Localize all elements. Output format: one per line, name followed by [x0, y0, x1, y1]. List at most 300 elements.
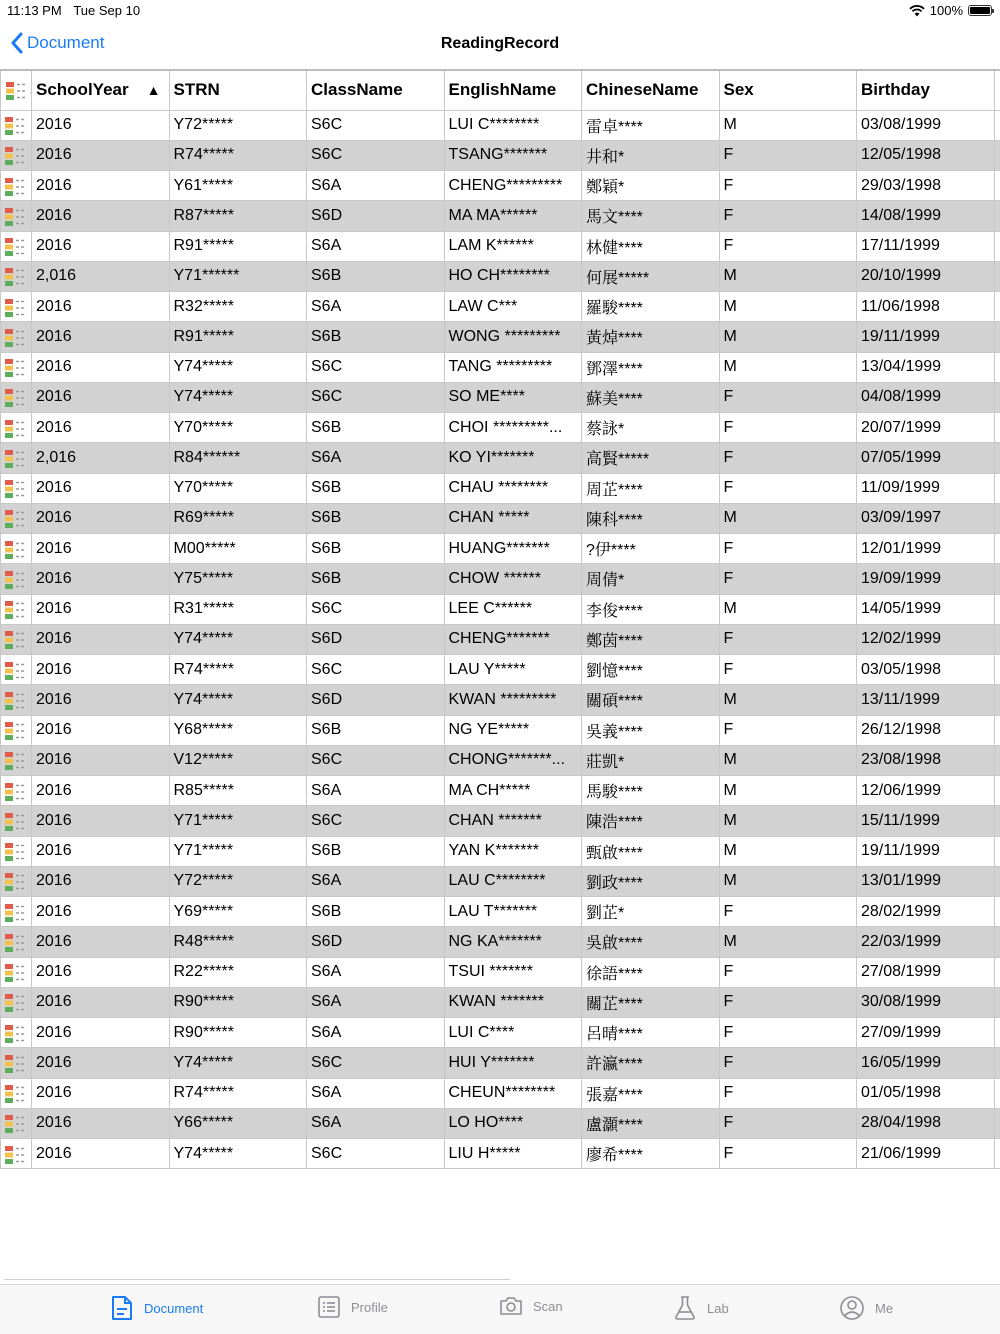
cell-strn[interactable]: R31***** — [169, 594, 307, 624]
table-row[interactable] — [1, 503, 1000, 533]
cell-sex[interactable]: F — [719, 443, 857, 473]
cell-englishname[interactable]: CHOW ****** — [444, 564, 582, 594]
column-header-sex[interactable]: Sex — [719, 70, 857, 110]
cell-strn[interactable]: Y75***** — [169, 564, 307, 594]
cell-schoolyear[interactable]: 2016 — [32, 382, 170, 412]
cell-chinesename[interactable]: 劉政**** — [582, 866, 720, 896]
cell-sex[interactable]: M — [719, 866, 857, 896]
cell-sex[interactable]: F — [719, 987, 857, 1017]
cell-birthday[interactable]: 11/06/1998 — [857, 292, 995, 322]
cell-birthday[interactable]: 12/01/1999 — [857, 534, 995, 564]
cell-schoolyear[interactable]: 2016 — [32, 745, 170, 775]
row-selector[interactable] — [1, 382, 32, 412]
cell-classname[interactable]: S6A — [307, 292, 445, 322]
table-row[interactable] — [1, 1078, 1000, 1108]
row-selector[interactable] — [1, 413, 32, 443]
cell-classname[interactable]: S6C — [307, 745, 445, 775]
row-selector[interactable] — [1, 201, 32, 231]
cell-classname[interactable]: S6C — [307, 110, 445, 140]
cell-birthday[interactable]: 19/09/1999 — [857, 564, 995, 594]
cell-schoolyear[interactable]: 2016 — [32, 1139, 170, 1169]
cell-sex[interactable]: M — [719, 503, 857, 533]
column-header-schoolyear[interactable]: SchoolYear ▲ — [32, 70, 170, 110]
cell-englishname[interactable]: HUANG******* — [444, 534, 582, 564]
cell-schoolyear[interactable]: 2016 — [32, 957, 170, 987]
cell-chinesename[interactable]: 蘇美**** — [582, 382, 720, 412]
tab-profile[interactable] — [317, 1295, 388, 1319]
cell-englishname[interactable]: LEE C****** — [444, 594, 582, 624]
cell-chinesename[interactable]: 陳科**** — [582, 503, 720, 533]
cell-classname[interactable]: S6A — [307, 443, 445, 473]
cell-classname[interactable]: S6B — [307, 473, 445, 503]
cell-birthday[interactable]: 04/08/1999 — [857, 382, 995, 412]
cell-chinesename[interactable]: 何展***** — [582, 261, 720, 291]
table-row[interactable] — [1, 745, 1000, 775]
cell-englishname[interactable]: LAM K****** — [444, 231, 582, 261]
cell-classname[interactable]: S6A — [307, 1018, 445, 1048]
cell-englishname[interactable]: TANG ********* — [444, 352, 582, 382]
cell-strn[interactable]: R32***** — [169, 292, 307, 322]
cell-chinesename[interactable]: ?伊**** — [582, 534, 720, 564]
cell-englishname[interactable]: LUI C******** — [444, 110, 582, 140]
cell-schoolyear[interactable]: 2016 — [32, 655, 170, 685]
cell-strn[interactable]: R85***** — [169, 776, 307, 806]
cell-englishname[interactable]: KWAN ********* — [444, 685, 582, 715]
table-row[interactable] — [1, 866, 1000, 896]
cell-englishname[interactable]: CHAU ******** — [444, 473, 582, 503]
cell-classname[interactable]: S6C — [307, 1048, 445, 1078]
cell-chinesename[interactable]: 關芷**** — [582, 987, 720, 1017]
cell-classname[interactable]: S6A — [307, 957, 445, 987]
cell-sex[interactable]: F — [719, 534, 857, 564]
cell-sex[interactable]: F — [719, 201, 857, 231]
cell-chinesename[interactable]: 陳浩**** — [582, 806, 720, 836]
cell-birthday[interactable]: 26/12/1998 — [857, 715, 995, 745]
cell-chinesename[interactable]: 井和* — [582, 140, 720, 170]
cell-chinesename[interactable]: 盧灝**** — [582, 1108, 720, 1138]
cell-classname[interactable]: S6A — [307, 1078, 445, 1108]
cell-chinesename[interactable]: 徐語**** — [582, 957, 720, 987]
table-row[interactable] — [1, 413, 1000, 443]
cell-chinesename[interactable]: 馬文**** — [582, 201, 720, 231]
cell-strn[interactable]: Y72***** — [169, 110, 307, 140]
row-selector[interactable] — [1, 776, 32, 806]
table-row[interactable] — [1, 171, 1000, 201]
table-row[interactable] — [1, 1048, 1000, 1078]
cell-birthday[interactable]: 12/05/1998 — [857, 140, 995, 170]
table-row[interactable] — [1, 201, 1000, 231]
cell-classname[interactable]: S6A — [307, 1108, 445, 1138]
cell-strn[interactable]: Y74***** — [169, 382, 307, 412]
cell-schoolyear[interactable]: 2,016 — [32, 261, 170, 291]
row-selector[interactable] — [1, 685, 32, 715]
cell-schoolyear[interactable]: 2016 — [32, 231, 170, 261]
cell-sex[interactable]: M — [719, 745, 857, 775]
cell-birthday[interactable]: 20/07/1999 — [857, 413, 995, 443]
column-header-strn[interactable]: STRN — [169, 70, 307, 110]
cell-englishname[interactable]: SO ME**** — [444, 382, 582, 412]
cell-classname[interactable]: S6B — [307, 322, 445, 352]
cell-schoolyear[interactable]: 2016 — [32, 776, 170, 806]
cell-birthday[interactable]: 17/11/1999 — [857, 231, 995, 261]
row-selector[interactable] — [1, 110, 32, 140]
row-selector[interactable] — [1, 564, 32, 594]
table-row[interactable] — [1, 957, 1000, 987]
table-row[interactable] — [1, 776, 1000, 806]
cell-strn[interactable]: R74***** — [169, 140, 307, 170]
cell-strn[interactable]: Y71***** — [169, 836, 307, 866]
cell-classname[interactable]: S6B — [307, 261, 445, 291]
cell-strn[interactable]: R87***** — [169, 201, 307, 231]
cell-sex[interactable]: F — [719, 231, 857, 261]
cell-birthday[interactable]: 30/08/1999 — [857, 987, 995, 1017]
cell-birthday[interactable]: 13/11/1999 — [857, 685, 995, 715]
cell-sex[interactable]: M — [719, 261, 857, 291]
cell-strn[interactable]: Y68***** — [169, 715, 307, 745]
cell-sex[interactable]: M — [719, 352, 857, 382]
cell-schoolyear[interactable]: 2016 — [32, 171, 170, 201]
cell-schoolyear[interactable]: 2016 — [32, 624, 170, 654]
row-selector[interactable] — [1, 866, 32, 896]
cell-chinesename[interactable]: 馬駿**** — [582, 776, 720, 806]
cell-classname[interactable]: S6D — [307, 201, 445, 231]
cell-classname[interactable]: S6B — [307, 715, 445, 745]
cell-schoolyear[interactable]: 2016 — [32, 987, 170, 1017]
cell-schoolyear[interactable]: 2016 — [32, 1018, 170, 1048]
cell-schoolyear[interactable]: 2,016 — [32, 443, 170, 473]
row-selector[interactable] — [1, 594, 32, 624]
cell-sex[interactable]: F — [719, 382, 857, 412]
row-selector[interactable] — [1, 836, 32, 866]
cell-chinesename[interactable]: 鄭茵**** — [582, 624, 720, 654]
cell-strn[interactable]: Y71***** — [169, 806, 307, 836]
row-selector[interactable] — [1, 473, 32, 503]
cell-birthday[interactable]: 03/05/1998 — [857, 655, 995, 685]
cell-sex[interactable]: F — [719, 1078, 857, 1108]
cell-englishname[interactable]: WONG ********* — [444, 322, 582, 352]
cell-birthday[interactable]: 07/05/1999 — [857, 443, 995, 473]
cell-chinesename[interactable]: 周倩* — [582, 564, 720, 594]
cell-classname[interactable]: S6C — [307, 1139, 445, 1169]
cell-strn[interactable]: R90***** — [169, 1018, 307, 1048]
cell-birthday[interactable]: 29/03/1998 — [857, 171, 995, 201]
row-selector[interactable] — [1, 231, 32, 261]
tab-me[interactable] — [839, 1295, 893, 1321]
cell-classname[interactable]: S6A — [307, 987, 445, 1017]
table-row[interactable] — [1, 534, 1000, 564]
column-header-birthday[interactable]: Birthday — [857, 70, 995, 110]
cell-sex[interactable]: F — [719, 957, 857, 987]
cell-sex[interactable]: M — [719, 594, 857, 624]
row-selector[interactable] — [1, 927, 32, 957]
row-selector[interactable] — [1, 806, 32, 836]
table-row[interactable] — [1, 322, 1000, 352]
cell-englishname[interactable]: LIU H***** — [444, 1139, 582, 1169]
cell-englishname[interactable]: YAN K******* — [444, 836, 582, 866]
cell-schoolyear[interactable]: 2016 — [32, 140, 170, 170]
cell-classname[interactable]: S6C — [307, 655, 445, 685]
cell-sex[interactable]: M — [719, 927, 857, 957]
cell-classname[interactable]: S6B — [307, 534, 445, 564]
cell-strn[interactable]: R91***** — [169, 322, 307, 352]
cell-sex[interactable]: F — [719, 564, 857, 594]
table-row[interactable] — [1, 806, 1000, 836]
cell-classname[interactable]: S6D — [307, 685, 445, 715]
cell-classname[interactable]: S6C — [307, 382, 445, 412]
cell-strn[interactable]: R74***** — [169, 655, 307, 685]
cell-strn[interactable]: R69***** — [169, 503, 307, 533]
cell-englishname[interactable]: TSANG******* — [444, 140, 582, 170]
table-row[interactable] — [1, 685, 1000, 715]
cell-birthday[interactable]: 27/08/1999 — [857, 957, 995, 987]
cell-schoolyear[interactable]: 2016 — [32, 322, 170, 352]
table-row[interactable] — [1, 987, 1000, 1017]
cell-englishname[interactable]: HO CH******** — [444, 261, 582, 291]
row-selector[interactable] — [1, 171, 32, 201]
cell-schoolyear[interactable]: 2016 — [32, 564, 170, 594]
cell-sex[interactable]: M — [719, 110, 857, 140]
cell-birthday[interactable]: 27/09/1999 — [857, 1018, 995, 1048]
cell-strn[interactable]: Y74***** — [169, 1048, 307, 1078]
cell-sex[interactable]: F — [719, 171, 857, 201]
table-row[interactable] — [1, 292, 1000, 322]
cell-strn[interactable]: Y61***** — [169, 171, 307, 201]
cell-sex[interactable]: M — [719, 685, 857, 715]
tab-document[interactable] — [110, 1295, 203, 1321]
cell-englishname[interactable]: NG KA******* — [444, 927, 582, 957]
cell-englishname[interactable]: LAW C*** — [444, 292, 582, 322]
cell-schoolyear[interactable]: 2016 — [32, 1078, 170, 1108]
row-selector[interactable] — [1, 624, 32, 654]
row-selector[interactable] — [1, 655, 32, 685]
tab-lab[interactable] — [673, 1295, 729, 1321]
row-selector[interactable] — [1, 987, 32, 1017]
cell-strn[interactable]: Y71****** — [169, 261, 307, 291]
cell-strn[interactable]: R48***** — [169, 927, 307, 957]
cell-classname[interactable]: S6D — [307, 624, 445, 654]
table-row[interactable] — [1, 382, 1000, 412]
cell-classname[interactable]: S6B — [307, 836, 445, 866]
cell-birthday[interactable]: 13/04/1999 — [857, 352, 995, 382]
cell-schoolyear[interactable]: 2016 — [32, 806, 170, 836]
table-row[interactable] — [1, 836, 1000, 866]
cell-birthday[interactable]: 03/08/1999 — [857, 110, 995, 140]
cell-birthday[interactable]: 13/01/1999 — [857, 866, 995, 896]
cell-englishname[interactable]: LAU T******* — [444, 897, 582, 927]
column-header-classname[interactable]: ClassName — [307, 70, 445, 110]
cell-schoolyear[interactable]: 2016 — [32, 352, 170, 382]
row-selector[interactable] — [1, 1078, 32, 1108]
column-header-chinesename[interactable]: ChineseName — [582, 70, 720, 110]
cell-sex[interactable]: F — [719, 473, 857, 503]
row-selector[interactable] — [1, 140, 32, 170]
cell-classname[interactable]: S6B — [307, 564, 445, 594]
cell-chinesename[interactable]: 許瀛**** — [582, 1048, 720, 1078]
cell-sex[interactable]: M — [719, 776, 857, 806]
cell-classname[interactable]: S6C — [307, 352, 445, 382]
table-row[interactable] — [1, 140, 1000, 170]
cell-strn[interactable]: Y74***** — [169, 1139, 307, 1169]
row-selector[interactable] — [1, 745, 32, 775]
cell-schoolyear[interactable]: 2016 — [32, 1108, 170, 1138]
cell-birthday[interactable]: 28/04/1998 — [857, 1108, 995, 1138]
cell-birthday[interactable]: 19/11/1999 — [857, 322, 995, 352]
cell-strn[interactable]: Y74***** — [169, 685, 307, 715]
table-row[interactable] — [1, 110, 1000, 140]
cell-englishname[interactable]: LO HO**** — [444, 1108, 582, 1138]
cell-birthday[interactable]: 15/11/1999 — [857, 806, 995, 836]
table-row[interactable] — [1, 624, 1000, 654]
cell-englishname[interactable]: CHAN ***** — [444, 503, 582, 533]
cell-englishname[interactable]: LUI C**** — [444, 1018, 582, 1048]
cell-englishname[interactable]: HUI Y******* — [444, 1048, 582, 1078]
table-row[interactable] — [1, 473, 1000, 503]
cell-englishname[interactable]: MA MA****** — [444, 201, 582, 231]
cell-birthday[interactable]: 12/06/1999 — [857, 776, 995, 806]
cell-chinesename[interactable]: 劉芷* — [582, 897, 720, 927]
row-selector[interactable] — [1, 352, 32, 382]
cell-strn[interactable]: Y74***** — [169, 624, 307, 654]
cell-chinesename[interactable]: 李俊**** — [582, 594, 720, 624]
cell-sex[interactable]: F — [719, 1139, 857, 1169]
table-row[interactable] — [1, 594, 1000, 624]
cell-strn[interactable]: R91***** — [169, 231, 307, 261]
cell-englishname[interactable]: CHENG********* — [444, 171, 582, 201]
cell-birthday[interactable]: 22/03/1999 — [857, 927, 995, 957]
cell-strn[interactable]: Y72***** — [169, 866, 307, 896]
cell-schoolyear[interactable]: 2016 — [32, 110, 170, 140]
cell-englishname[interactable]: KO YI******* — [444, 443, 582, 473]
cell-strn[interactable]: R74***** — [169, 1078, 307, 1108]
cell-schoolyear[interactable]: 2016 — [32, 292, 170, 322]
cell-englishname[interactable]: LAU Y***** — [444, 655, 582, 685]
cell-sex[interactable]: M — [719, 806, 857, 836]
cell-schoolyear[interactable]: 2016 — [32, 534, 170, 564]
row-selector[interactable] — [1, 1048, 32, 1078]
cell-strn[interactable]: Y74***** — [169, 352, 307, 382]
row-selector[interactable] — [1, 897, 32, 927]
cell-classname[interactable]: S6B — [307, 413, 445, 443]
table-row[interactable] — [1, 564, 1000, 594]
cell-sex[interactable]: M — [719, 322, 857, 352]
cell-chinesename[interactable]: 鄭穎* — [582, 171, 720, 201]
cell-chinesename[interactable]: 劉憶**** — [582, 655, 720, 685]
cell-birthday[interactable]: 11/09/1999 — [857, 473, 995, 503]
cell-birthday[interactable]: 20/10/1999 — [857, 261, 995, 291]
cell-chinesename[interactable]: 吳義**** — [582, 715, 720, 745]
cell-chinesename[interactable]: 黃焯**** — [582, 322, 720, 352]
cell-chinesename[interactable]: 張嘉**** — [582, 1078, 720, 1108]
cell-chinesename[interactable]: 雷卓**** — [582, 110, 720, 140]
cell-schoolyear[interactable]: 2016 — [32, 685, 170, 715]
cell-chinesename[interactable]: 高賢***** — [582, 443, 720, 473]
cell-birthday[interactable]: 12/02/1999 — [857, 624, 995, 654]
table-row[interactable] — [1, 1139, 1000, 1169]
cell-chinesename[interactable]: 甄啟**** — [582, 836, 720, 866]
cell-schoolyear[interactable]: 2016 — [32, 897, 170, 927]
table-row[interactable] — [1, 443, 1000, 473]
cell-sex[interactable]: F — [719, 897, 857, 927]
row-selector[interactable] — [1, 957, 32, 987]
cell-schoolyear[interactable]: 2016 — [32, 866, 170, 896]
cell-englishname[interactable]: MA CH***** — [444, 776, 582, 806]
cell-strn[interactable]: R22***** — [169, 957, 307, 987]
cell-englishname[interactable]: CHOI *********... — [444, 413, 582, 443]
cell-birthday[interactable]: 19/11/1999 — [857, 836, 995, 866]
table-row[interactable] — [1, 927, 1000, 957]
table-row[interactable] — [1, 655, 1000, 685]
cell-strn[interactable]: Y66***** — [169, 1108, 307, 1138]
cell-chinesename[interactable]: 關碩**** — [582, 685, 720, 715]
cell-birthday[interactable]: 16/05/1999 — [857, 1048, 995, 1078]
cell-chinesename[interactable]: 呂晴**** — [582, 1018, 720, 1048]
cell-birthday[interactable]: 21/06/1999 — [857, 1139, 995, 1169]
row-selector[interactable] — [1, 1108, 32, 1138]
table-row[interactable] — [1, 261, 1000, 291]
cell-classname[interactable]: S6D — [307, 927, 445, 957]
cell-englishname[interactable]: LAU C******** — [444, 866, 582, 896]
row-selector[interactable] — [1, 322, 32, 352]
cell-chinesename[interactable]: 廖希**** — [582, 1139, 720, 1169]
cell-schoolyear[interactable]: 2016 — [32, 836, 170, 866]
row-selector[interactable] — [1, 503, 32, 533]
cell-englishname[interactable]: CHENG******* — [444, 624, 582, 654]
table-row[interactable] — [1, 897, 1000, 927]
cell-chinesename[interactable]: 周芷**** — [582, 473, 720, 503]
cell-englishname[interactable]: TSUI ******* — [444, 957, 582, 987]
cell-schoolyear[interactable]: 2016 — [32, 1048, 170, 1078]
cell-birthday[interactable]: 14/05/1999 — [857, 594, 995, 624]
row-selector[interactable] — [1, 534, 32, 564]
cell-strn[interactable]: R84****** — [169, 443, 307, 473]
table-row[interactable] — [1, 352, 1000, 382]
cell-birthday[interactable]: 14/08/1999 — [857, 201, 995, 231]
cell-chinesename[interactable]: 羅駿**** — [582, 292, 720, 322]
cell-englishname[interactable]: CHEUN******** — [444, 1078, 582, 1108]
cell-strn[interactable]: Y70***** — [169, 413, 307, 443]
cell-englishname[interactable]: NG YE***** — [444, 715, 582, 745]
cell-classname[interactable]: S6A — [307, 231, 445, 261]
cell-chinesename[interactable]: 蔡詠* — [582, 413, 720, 443]
tab-scan[interactable] — [499, 1295, 563, 1317]
cell-sex[interactable]: F — [719, 715, 857, 745]
cell-schoolyear[interactable]: 2016 — [32, 503, 170, 533]
column-header-englishname[interactable]: EnglishName — [444, 70, 582, 110]
cell-classname[interactable]: S6C — [307, 806, 445, 836]
row-selector[interactable] — [1, 1139, 32, 1169]
cell-englishname[interactable]: KWAN ******* — [444, 987, 582, 1017]
cell-chinesename[interactable]: 林健**** — [582, 231, 720, 261]
table-row[interactable] — [1, 1108, 1000, 1138]
cell-sex[interactable]: F — [719, 413, 857, 443]
cell-sex[interactable]: M — [719, 292, 857, 322]
cell-schoolyear[interactable]: 2016 — [32, 927, 170, 957]
table-row[interactable] — [1, 231, 1000, 261]
cell-birthday[interactable]: 01/05/1998 — [857, 1078, 995, 1108]
cell-birthday[interactable]: 23/08/1998 — [857, 745, 995, 775]
cell-schoolyear[interactable]: 2016 — [32, 473, 170, 503]
cell-schoolyear[interactable]: 2016 — [32, 594, 170, 624]
cell-chinesename[interactable]: 莊凱* — [582, 745, 720, 775]
cell-strn[interactable]: R90***** — [169, 987, 307, 1017]
cell-chinesename[interactable]: 鄧澤**** — [582, 352, 720, 382]
cell-classname[interactable]: S6B — [307, 503, 445, 533]
table-row[interactable] — [1, 1018, 1000, 1048]
cell-englishname[interactable]: CHAN ******* — [444, 806, 582, 836]
cell-schoolyear[interactable]: 2016 — [32, 715, 170, 745]
cell-sex[interactable]: F — [719, 1048, 857, 1078]
cell-classname[interactable]: S6C — [307, 594, 445, 624]
